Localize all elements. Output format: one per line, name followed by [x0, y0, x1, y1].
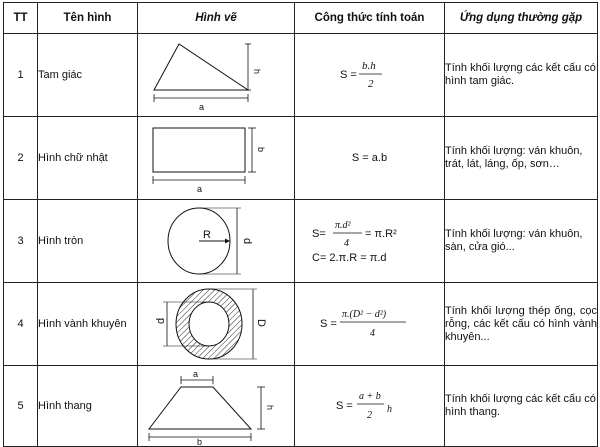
formula-denominator: 2	[367, 77, 373, 90]
rectangle-shape	[153, 128, 245, 172]
circumference-formula: C= 2.π.R = π.d	[311, 251, 386, 264]
row-number: 5	[4, 366, 38, 447]
formula-numerator: π.(D² − d²)	[341, 308, 386, 320]
bottom-label: b	[197, 437, 203, 445]
formula-cell	[295, 117, 445, 200]
inner-circle	[189, 302, 229, 346]
header-row	[4, 3, 598, 34]
application-text: Tính khối lượng: ván khuôn, sàn, cửa gió...	[445, 200, 598, 283]
triangle-shape	[154, 44, 248, 90]
rectangle-figure	[141, 119, 291, 197]
formula-rhs: h	[386, 403, 392, 415]
shape-name: Tam giác	[38, 34, 138, 117]
row-number: 3	[4, 200, 38, 283]
formula-denominator: 2	[366, 409, 372, 421]
base-label: a	[199, 102, 205, 112]
formula-cell	[295, 366, 445, 447]
shape-name: Hình chữ nhật	[38, 117, 138, 200]
annulus-formula	[300, 301, 440, 345]
formula-lhs: S =	[339, 68, 357, 81]
height-label: b	[256, 147, 266, 153]
formula-rhs: = π.R²	[364, 227, 397, 240]
formula-cell	[295, 283, 445, 366]
formula-numerator: a + b	[358, 390, 381, 402]
table-row	[4, 366, 598, 447]
application-text: Tính khối lượng các kết cấu có hình tam giác.	[445, 34, 598, 117]
circle-formula	[300, 213, 440, 267]
formula-denominator: 4	[369, 327, 375, 339]
formula-lhs: S=	[311, 227, 326, 240]
header-name: Tên hình	[38, 3, 138, 34]
shape-name: Hình tròn	[38, 200, 138, 283]
height-label: h	[265, 405, 275, 411]
formula-denominator: 4	[343, 237, 349, 249]
width-label: a	[197, 184, 203, 194]
row-number: 2	[4, 117, 38, 200]
triangle-formula	[310, 54, 430, 94]
application-text: Tính khối lượng: ván khuôn, trát, lát, láng, ốp, sơn…	[445, 117, 598, 200]
shape-name: Hình thang	[38, 366, 138, 447]
figure-cell	[138, 34, 295, 117]
table-row	[4, 117, 598, 200]
formula-cell	[295, 34, 445, 117]
application-text: Tính khối lượng các kết cấu có hình thang.	[445, 366, 598, 447]
table-row	[4, 34, 598, 117]
formula-lhs: S =	[335, 399, 353, 412]
formula-numerator: b.h	[361, 59, 376, 72]
header-formula: Công thức tính toán	[295, 3, 445, 34]
table-row	[4, 200, 598, 283]
geometry-table	[3, 2, 598, 447]
row-number: 1	[4, 34, 38, 117]
application-text: Tính khối lượng thép ống, cọc rỗng, các kết cấu có hình vành khuyên...	[445, 283, 598, 366]
formula-cell	[295, 200, 445, 283]
shape-name: Hình vành khuyên	[38, 283, 138, 366]
annulus-figure	[141, 284, 291, 364]
radius-label: R	[203, 229, 211, 241]
height-label: h	[252, 69, 262, 75]
top-label: a	[193, 369, 199, 379]
diameter-label: d	[241, 238, 253, 245]
header-application: Ứng dụng thường gặp	[445, 3, 598, 34]
trapezoid-figure	[141, 367, 291, 445]
outer-diameter-label: D	[255, 319, 267, 327]
row-number: 4	[4, 283, 38, 366]
inner-diameter-label: d	[155, 317, 167, 324]
header-no: TT	[4, 3, 38, 34]
figure-cell	[138, 117, 295, 200]
triangle-figure	[141, 36, 291, 114]
figure-cell	[138, 283, 295, 366]
figure-cell	[138, 366, 295, 447]
figure-cell	[138, 200, 295, 283]
trapezoid-formula	[310, 383, 430, 427]
circle-figure	[141, 201, 291, 281]
trapezoid-shape	[149, 387, 251, 429]
formula-text: S = a.b	[351, 152, 388, 164]
formula-lhs: S =	[319, 317, 337, 330]
header-figure: Hình vẽ	[138, 3, 295, 34]
table-row	[4, 283, 598, 366]
formula-numerator: π.d²	[334, 219, 351, 231]
